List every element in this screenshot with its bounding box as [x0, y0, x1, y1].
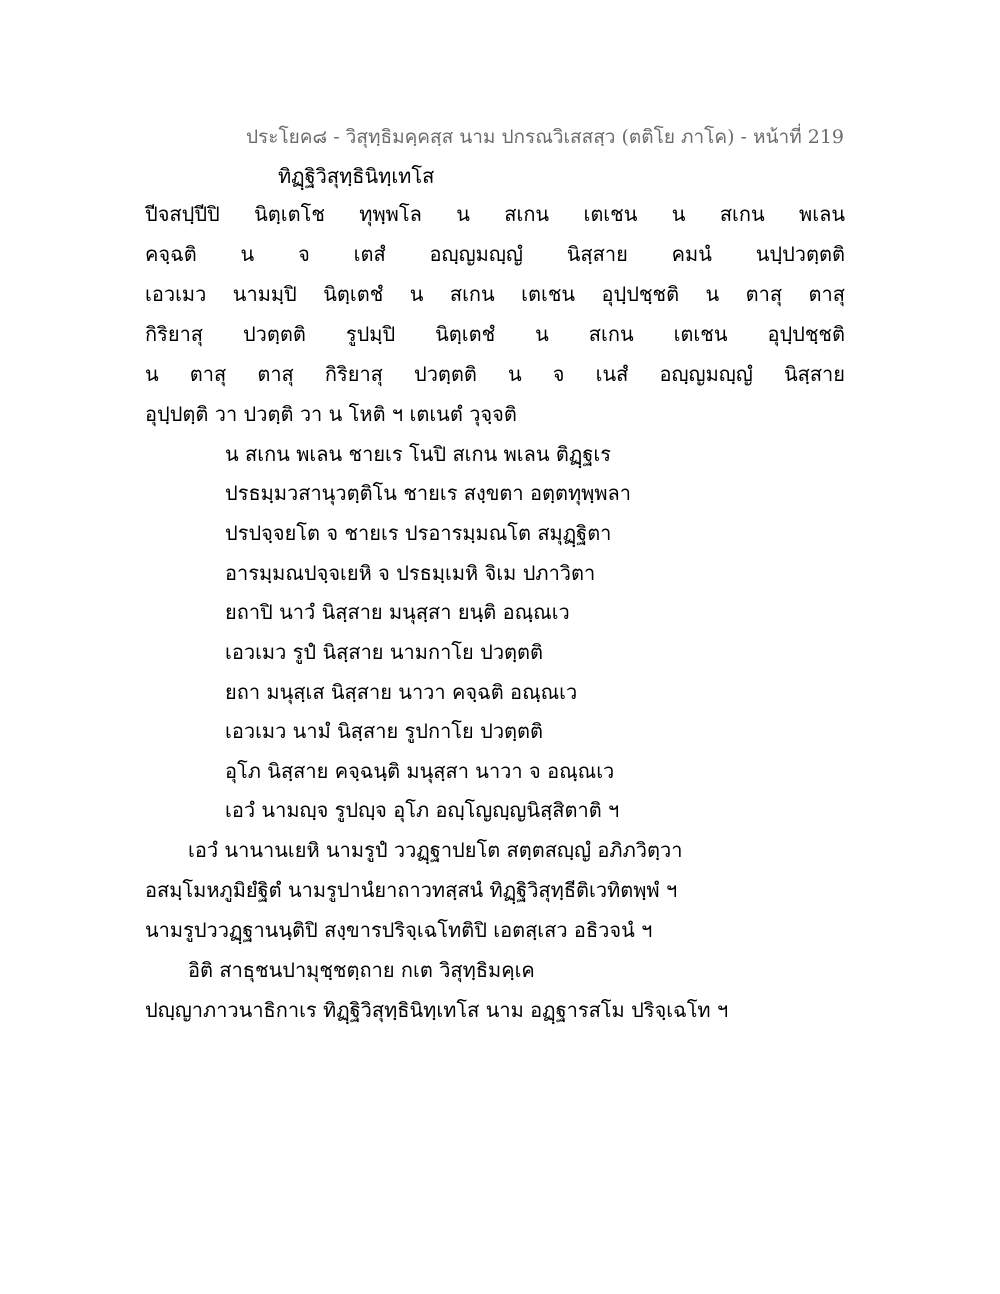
verse-line: อารมฺมณปจฺจเยหิ จ ปรธมฺเมหิ จิเม ปภาวิตา: [225, 561, 596, 585]
paragraph-line: กิริยาสุ ปวตฺตติ รูปมฺปิ นิตฺเตชํ น สเกน เตเชน อุปฺปชฺชติ: [145, 322, 845, 346]
verse-line: ยถาปิ นาวํ นิสฺสาย มนุสฺสา ยนฺติ อณฺณเว: [225, 600, 570, 624]
verse-line: เอวเมว นามํ นิสฺสาย รูปกาโย ปวตฺตติ: [225, 719, 544, 743]
verse-line: เอวเมว รูปํ นิสฺสาย นามกาโย ปวตฺตติ: [225, 640, 544, 664]
verse-line: ยถา มนุสฺเส นิสฺสาย นาวา คจฺฉติ อณฺณเว: [225, 680, 578, 704]
paragraph-line: ปีจสปฺปีปิ นิตฺเตโช ทุพฺพโล น สเกน เตเชน น สเกน พเลน: [145, 202, 845, 226]
verse-line: ปรปจฺจยโต จ ชายเร ปรอารมฺมณโต สมุฏฺฐิตา: [225, 521, 612, 545]
paragraph-line: นามรูปววฏฺฐานนฺติปิ สงฺขารปริจฺเฉโทติปิ เอตสฺเสว อธิวจนํ ฯ: [145, 918, 653, 942]
verse-line: ปรธมฺมวสานุวตฺติโน ชายเร สงฺขตา อตฺตทุพฺพลา: [225, 481, 632, 505]
paragraph-line: อุปฺปตฺติ วา ปวตฺติ วา น โหติ ฯ เตเนตํ วุจฺจติ: [145, 402, 517, 426]
paragraph-line: คจฺฉติ น จ เตสํ อญฺญมญฺญํ นิสฺสาย คมนํ นปฺปวตฺตติ: [145, 242, 845, 266]
running-header: ประโยค๘ - วิสุทฺธิมคฺคสฺส นาม ปกรณวิเสสสฺว (ตติโย ภาโค) - หน้าที่ 219: [246, 126, 845, 148]
verse-line: อุโภ นิสฺสาย คจฺฉนฺติ มนุสฺสา นาวา จ อณฺณเว: [225, 759, 615, 783]
paragraph-line: น ตาสุ ตาสุ กิริยาสุ ปวตฺตติ น จ เนสํ อญฺญมญฺญํ นิสฺสาย: [145, 362, 845, 386]
paragraph-line: อิติ สาธุชนปามุชฺชตฺถาย กเต วิสุทฺธิมคฺเค: [188, 958, 535, 982]
paragraph-line: ปญฺญาภาวนาธิกาเร ทิฏฺฐิวิสุทฺธินิทฺเทโส นาม อฏฺฐารสโม ปริจฺเฉโท ฯ: [145, 998, 729, 1022]
verse-line: เอวํ นามญฺจ รูปญฺจ อุโภ อญฺโญญฺญนิสฺสิตาติ ฯ: [225, 798, 620, 822]
section-title: ทิฏฺฐิวิสุทฺธินิทฺเทโส: [278, 164, 435, 188]
paragraph-line: เอวเมว นามมฺปิ นิตฺเตชํ น สเกน เตเชน อุปฺปชฺชติ น ตาสุ ตาสุ: [145, 282, 845, 306]
paragraph-line: เอวํ นานานเยหิ นามรูปํ ววฏฺฐาปยโต สตฺตสญฺญํ อภิภวิตฺวา: [188, 838, 683, 862]
paragraph-line: อสมฺโมหภูมิยํฐิตํ นามรูปานํยาถาวทสฺสนํ ทิฏฺฐิวิสุทฺธีติเวทิตพฺพํ ฯ: [145, 878, 678, 902]
verse-line: น สเกน พเลน ชายเร โนปิ สเกน พเลน ติฏฺฐเร: [225, 442, 611, 466]
